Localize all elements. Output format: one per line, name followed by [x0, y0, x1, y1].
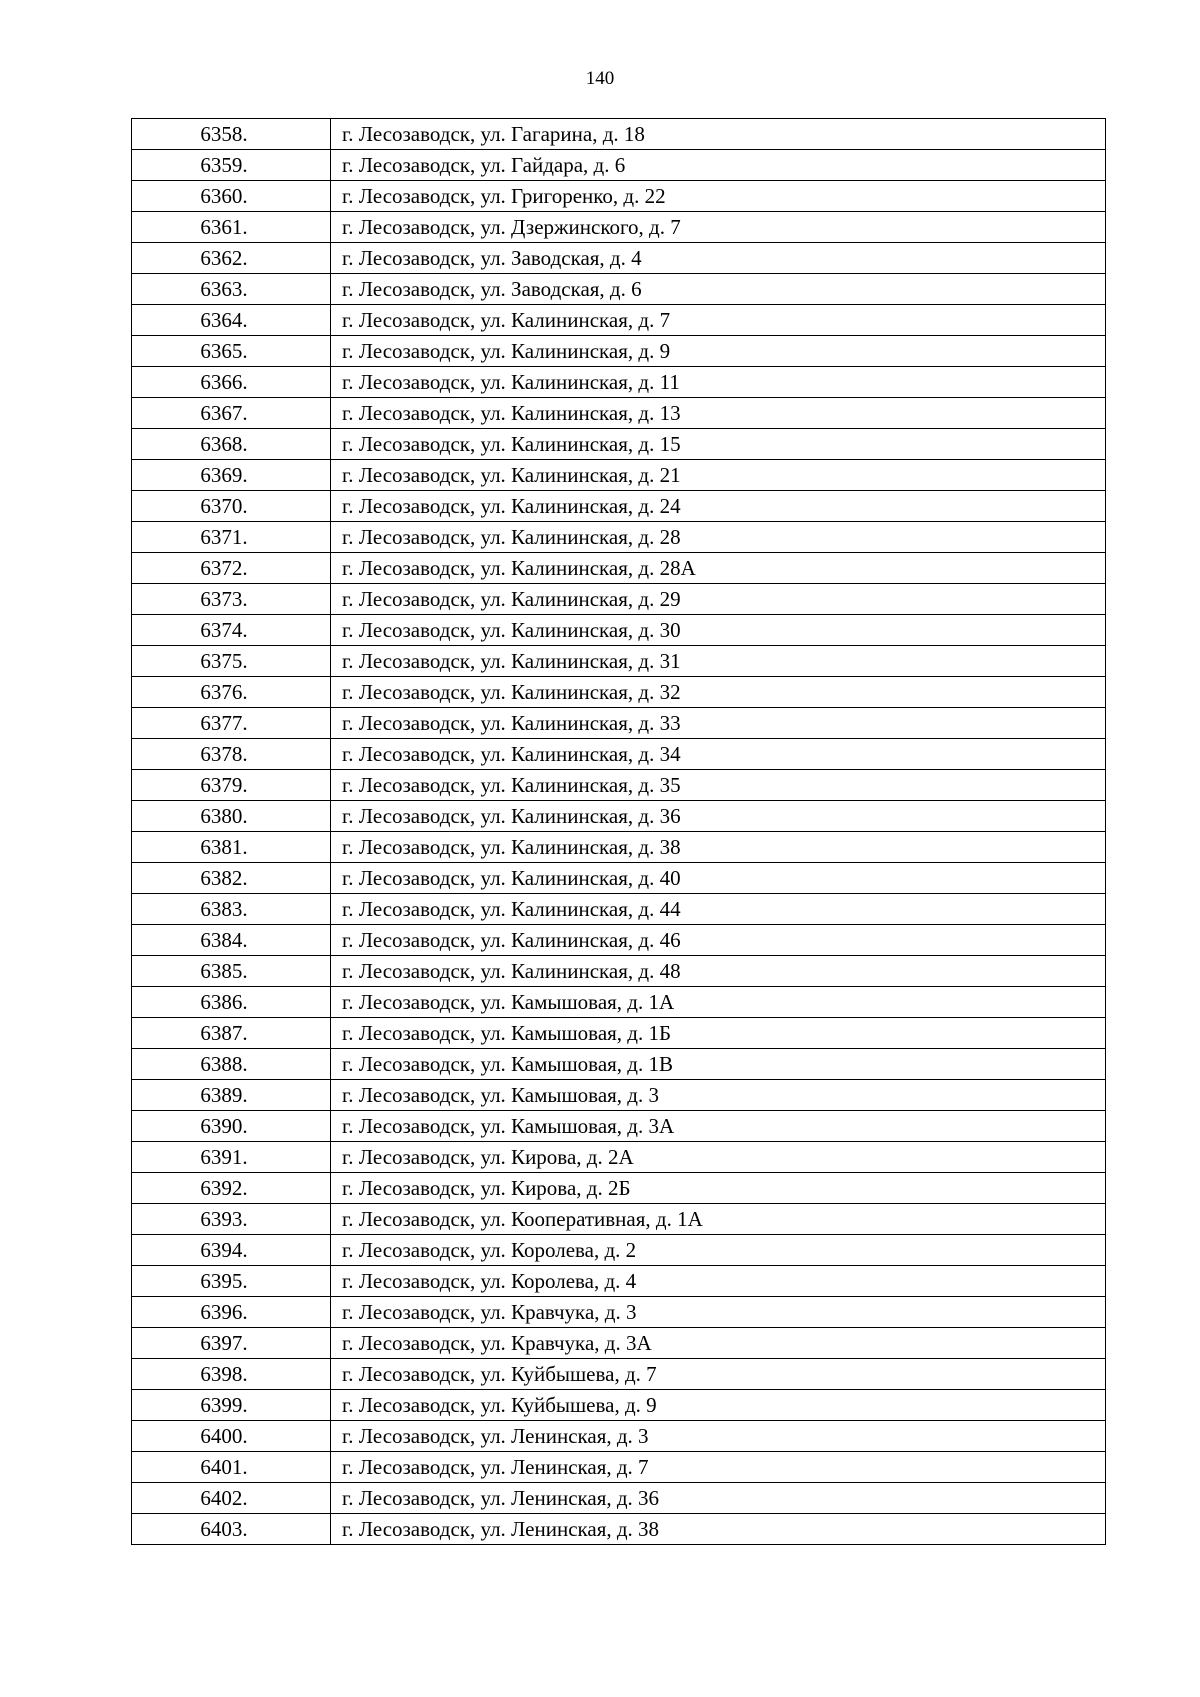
- row-address: г. Лесозаводск, ул. Гайдара, д. 6: [331, 150, 1106, 181]
- table-row: [132, 460, 1106, 491]
- row-address: г. Лесозаводск, ул. Калининская, д. 21: [331, 460, 1106, 491]
- row-number-cell: [132, 460, 331, 491]
- row-number: 6367.: [200, 400, 248, 425]
- row-number-cell: [132, 1018, 331, 1049]
- row-address: г. Лесозаводск, ул. Заводская, д. 4: [331, 243, 1106, 274]
- row-number-cell: [132, 1204, 331, 1235]
- row-number-cell: [132, 150, 331, 181]
- row-address: г. Лесозаводск, ул. Кооперативная, д. 1А: [331, 1204, 1106, 1235]
- row-address: г. Лесозаводск, ул. Кирова, д. 2Б: [331, 1173, 1106, 1204]
- table-row: [132, 150, 1106, 181]
- address-table-body: [132, 119, 1106, 1545]
- row-address: г. Лесозаводск, ул. Калининская, д. 32: [331, 677, 1106, 708]
- row-number: 6385.: [200, 958, 248, 983]
- row-address: г. Лесозаводск, ул. Заводская, д. 6: [331, 274, 1106, 305]
- row-address: г. Лесозаводск, ул. Калининская, д. 33: [331, 708, 1106, 739]
- row-number: 6381.: [200, 834, 248, 859]
- row-number-cell: [132, 646, 331, 677]
- row-number: 6364.: [200, 307, 248, 332]
- row-address: г. Лесозаводск, ул. Калининская, д. 11: [331, 367, 1106, 398]
- row-number-cell: [132, 770, 331, 801]
- row-number: 6371.: [200, 524, 248, 549]
- row-number: 6398.: [200, 1361, 248, 1386]
- row-number-cell: [132, 1297, 331, 1328]
- row-number: 6366.: [200, 369, 248, 394]
- row-number: 6382.: [200, 865, 248, 890]
- table-row: [132, 739, 1106, 770]
- table-row: [132, 832, 1106, 863]
- row-number: 6365.: [200, 338, 248, 363]
- table-row: [132, 1235, 1106, 1266]
- row-address: г. Лесозаводск, ул. Калининская, д. 48: [331, 956, 1106, 987]
- row-number: 6403.: [200, 1516, 248, 1541]
- row-number-cell: [132, 1080, 331, 1111]
- row-number: 6386.: [200, 989, 248, 1014]
- table-row: [132, 925, 1106, 956]
- row-number: 6383.: [200, 896, 248, 921]
- table-row: [132, 274, 1106, 305]
- table-row: [132, 336, 1106, 367]
- row-number-cell: [132, 584, 331, 615]
- row-number-cell: [132, 894, 331, 925]
- row-number-cell: [132, 274, 331, 305]
- row-number: 6394.: [200, 1237, 248, 1262]
- row-number: 6372.: [200, 555, 248, 580]
- row-number: 6399.: [200, 1392, 248, 1417]
- row-number: 6397.: [200, 1330, 248, 1355]
- row-number: 6390.: [200, 1113, 248, 1138]
- row-address: г. Лесозаводск, ул. Калининская, д. 24: [331, 491, 1106, 522]
- table-row: [132, 1297, 1106, 1328]
- row-address: г. Лесозаводск, ул. Калининская, д. 29: [331, 584, 1106, 615]
- table-row: [132, 770, 1106, 801]
- table-row: [132, 1111, 1106, 1142]
- row-address: г. Лесозаводск, ул. Калининская, д. 28: [331, 522, 1106, 553]
- row-number: 6375.: [200, 648, 248, 673]
- table-row: [132, 1452, 1106, 1483]
- row-address: г. Лесозаводск, ул. Куйбышева, д. 7: [331, 1359, 1106, 1390]
- row-address: г. Лесозаводск, ул. Куйбышева, д. 9: [331, 1390, 1106, 1421]
- page-number: 140: [585, 68, 615, 89]
- table-row: [132, 1390, 1106, 1421]
- row-number-cell: [132, 1514, 331, 1545]
- row-address: г. Лесозаводск, ул. Калининская, д. 9: [331, 336, 1106, 367]
- row-address: г. Лесозаводск, ул. Калининская, д. 40: [331, 863, 1106, 894]
- row-number: 6387.: [200, 1020, 248, 1045]
- table-row: [132, 584, 1106, 615]
- table-row: [132, 243, 1106, 274]
- row-number-cell: [132, 119, 331, 150]
- row-address: г. Лесозаводск, ул. Кравчука, д. 3А: [331, 1328, 1106, 1359]
- table-row: [132, 863, 1106, 894]
- row-number: 6361.: [200, 214, 248, 239]
- row-number: 6384.: [200, 927, 248, 952]
- row-number-cell: [132, 1235, 331, 1266]
- row-number: 6401.: [200, 1454, 248, 1479]
- row-number-cell: [132, 863, 331, 894]
- row-number-cell: [132, 305, 331, 336]
- table-row: [132, 429, 1106, 460]
- row-address: г. Лесозаводск, ул. Калининская, д. 30: [331, 615, 1106, 646]
- row-address: г. Лесозаводск, ул. Калининская, д. 38: [331, 832, 1106, 863]
- row-number-cell: [132, 1483, 331, 1514]
- table-row: [132, 1514, 1106, 1545]
- row-number-cell: [132, 1142, 331, 1173]
- row-address: г. Лесозаводск, ул. Ленинская, д. 38: [331, 1514, 1106, 1545]
- row-number-cell: [132, 553, 331, 584]
- address-table: [131, 118, 1106, 1545]
- row-address: г. Лесозаводск, ул. Калининская, д. 44: [331, 894, 1106, 925]
- row-number: 6358.: [200, 121, 248, 146]
- row-number-cell: [132, 429, 331, 460]
- row-address: г. Лесозаводск, ул. Ленинская, д. 36: [331, 1483, 1106, 1514]
- row-address: г. Лесозаводск, ул. Камышовая, д. 3: [331, 1080, 1106, 1111]
- table-row: [132, 367, 1106, 398]
- row-number: 6400.: [200, 1423, 248, 1448]
- row-address: г. Лесозаводск, ул. Камышовая, д. 3А: [331, 1111, 1106, 1142]
- table-row: [132, 987, 1106, 1018]
- row-number-cell: [132, 1390, 331, 1421]
- table-row: [132, 677, 1106, 708]
- table-row: [132, 1049, 1106, 1080]
- row-number-cell: [132, 243, 331, 274]
- row-number: 6379.: [200, 772, 248, 797]
- row-number: 6377.: [200, 710, 248, 735]
- row-number: 6396.: [200, 1299, 248, 1324]
- row-number-cell: [132, 832, 331, 863]
- row-address: г. Лесозаводск, ул. Королева, д. 4: [331, 1266, 1106, 1297]
- row-number-cell: [132, 1421, 331, 1452]
- row-number-cell: [132, 677, 331, 708]
- row-address: г. Лесозаводск, ул. Камышовая, д. 1А: [331, 987, 1106, 1018]
- row-number: 6391.: [200, 1144, 248, 1169]
- row-number-cell: [132, 181, 331, 212]
- table-row: [132, 1173, 1106, 1204]
- row-number-cell: [132, 1452, 331, 1483]
- row-number: 6380.: [200, 803, 248, 828]
- row-number: 6392.: [200, 1175, 248, 1200]
- row-number: 6376.: [200, 679, 248, 704]
- row-address: г. Лесозаводск, ул. Калининская, д. 34: [331, 739, 1106, 770]
- row-number: 6370.: [200, 493, 248, 518]
- row-number-cell: [132, 336, 331, 367]
- row-number-cell: [132, 1111, 331, 1142]
- row-number: 6389.: [200, 1082, 248, 1107]
- row-number-cell: [132, 739, 331, 770]
- row-number: 6393.: [200, 1206, 248, 1231]
- row-number-cell: [132, 615, 331, 646]
- row-address: г. Лесозаводск, ул. Григоренко, д. 22: [331, 181, 1106, 212]
- row-address: г. Лесозаводск, ул. Калининская, д. 36: [331, 801, 1106, 832]
- row-address: г. Лесозаводск, ул. Гагарина, д. 18: [331, 119, 1106, 150]
- row-address: г. Лесозаводск, ул. Камышовая, д. 1Б: [331, 1018, 1106, 1049]
- table-row: [132, 398, 1106, 429]
- row-number-cell: [132, 1359, 331, 1390]
- table-row: [132, 491, 1106, 522]
- row-address: г. Лесозаводск, ул. Кравчука, д. 3: [331, 1297, 1106, 1328]
- table-row: [132, 522, 1106, 553]
- table-row: [132, 894, 1106, 925]
- table-row: [132, 1421, 1106, 1452]
- table-row: [132, 956, 1106, 987]
- row-address: г. Лесозаводск, ул. Кирова, д. 2А: [331, 1142, 1106, 1173]
- row-number-cell: [132, 398, 331, 429]
- row-address: г. Лесозаводск, ул. Калининская, д. 13: [331, 398, 1106, 429]
- row-number-cell: [132, 956, 331, 987]
- row-number-cell: [132, 491, 331, 522]
- row-address: г. Лесозаводск, ул. Ленинская, д. 3: [331, 1421, 1106, 1452]
- row-address: г. Лесозаводск, ул. Калининская, д. 15: [331, 429, 1106, 460]
- row-address: г. Лесозаводск, ул. Ленинская, д. 7: [331, 1452, 1106, 1483]
- row-number: 6374.: [200, 617, 248, 642]
- row-number-cell: [132, 212, 331, 243]
- table-row: [132, 1142, 1106, 1173]
- row-number-cell: [132, 801, 331, 832]
- table-row: [132, 1018, 1106, 1049]
- table-row: [132, 1328, 1106, 1359]
- table-row: [132, 119, 1106, 150]
- table-row: [132, 181, 1106, 212]
- row-number-cell: [132, 1266, 331, 1297]
- row-number: 6369.: [200, 462, 248, 487]
- table-row: [132, 1080, 1106, 1111]
- table-row: [132, 615, 1106, 646]
- row-number: 6360.: [200, 183, 248, 208]
- row-number: 6373.: [200, 586, 248, 611]
- table-row: [132, 212, 1106, 243]
- table-row: [132, 553, 1106, 584]
- row-number: 6402.: [200, 1485, 248, 1510]
- row-number: 6359.: [200, 152, 248, 177]
- table-row: [132, 801, 1106, 832]
- row-number-cell: [132, 522, 331, 553]
- row-address: г. Лесозаводск, ул. Калининская, д. 28А: [331, 553, 1106, 584]
- row-number: 6363.: [200, 276, 248, 301]
- table-row: [132, 305, 1106, 336]
- table-row: [132, 1359, 1106, 1390]
- row-number-cell: [132, 1173, 331, 1204]
- table-row: [132, 1204, 1106, 1235]
- row-number-cell: [132, 987, 331, 1018]
- table-row: [132, 1266, 1106, 1297]
- row-address: г. Лесозаводск, ул. Камышовая, д. 1В: [331, 1049, 1106, 1080]
- row-address: г. Лесозаводск, ул. Калининская, д. 35: [331, 770, 1106, 801]
- table-row: [132, 1483, 1106, 1514]
- row-number-cell: [132, 1328, 331, 1359]
- row-number: 6362.: [200, 245, 248, 270]
- row-number-cell: [132, 1049, 331, 1080]
- row-address: г. Лесозаводск, ул. Дзержинского, д. 7: [331, 212, 1106, 243]
- row-number: 6378.: [200, 741, 248, 766]
- row-address: г. Лесозаводск, ул. Калининская, д. 46: [331, 925, 1106, 956]
- table-row: [132, 708, 1106, 739]
- row-number: 6388.: [200, 1051, 248, 1076]
- row-address: г. Лесозаводск, ул. Калининская, д. 31: [331, 646, 1106, 677]
- row-number-cell: [132, 925, 331, 956]
- row-number: 6395.: [200, 1268, 248, 1293]
- row-number-cell: [132, 708, 331, 739]
- table-row: [132, 646, 1106, 677]
- row-number: 6368.: [200, 431, 248, 456]
- row-address: г. Лесозаводск, ул. Калининская, д. 7: [331, 305, 1106, 336]
- row-address: г. Лесозаводск, ул. Королева, д. 2: [331, 1235, 1106, 1266]
- row-number-cell: [132, 367, 331, 398]
